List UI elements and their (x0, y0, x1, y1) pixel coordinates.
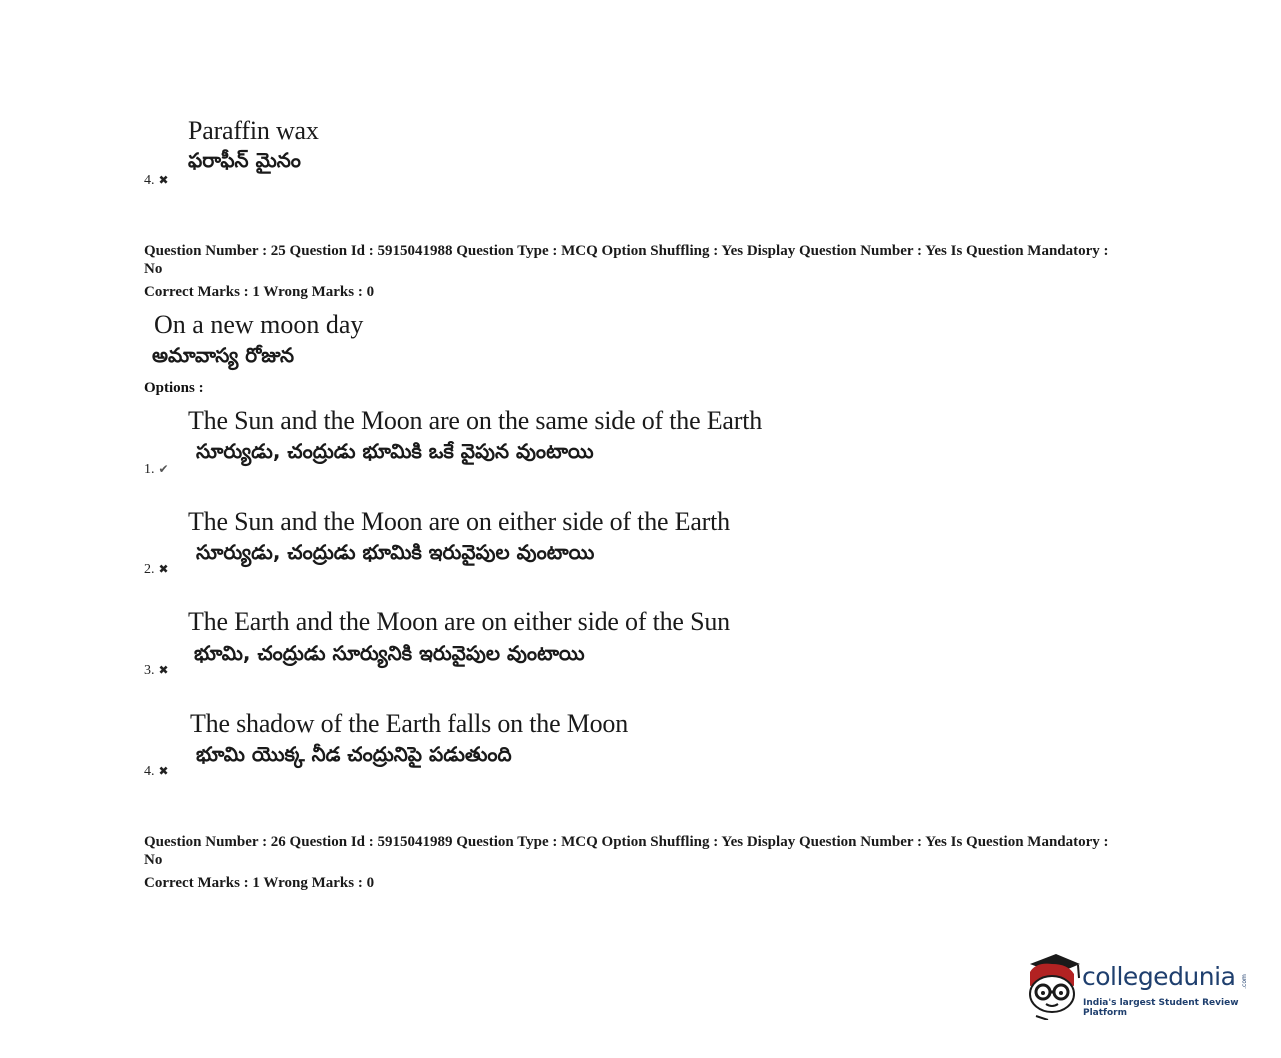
option-3-number: 3. ✖ (144, 663, 169, 678)
question-25-text-english: On a new moon day (154, 310, 364, 339)
options-label: Options : (144, 380, 204, 396)
option-2-telugu: సూర్యుడు, చంద్రుడు భూమికి ఇరువైపుల వుంటాయి (196, 540, 595, 564)
cross-icon: ✖ (158, 562, 169, 576)
option-1-english: The Sun and the Moon are on the same side of the Earth (188, 406, 763, 435)
cross-icon: ✖ (158, 663, 169, 677)
option-2-english: The Sun and the Moon are on either side of the Earth (188, 507, 730, 536)
option-4-telugu: భూమి యొక్క నీడ చంద్రునిపై పడుతుంది (196, 742, 512, 766)
option-3-english: The Earth and the Moon are on either side of the Sun (188, 607, 730, 636)
prev-option-4-number: 4. ✖ (144, 173, 169, 188)
question-25-meta: Question Number : 25 Question Id : 5915041988 Question Type : MCQ Option Shuffling : Yes Display Question Number : Yes Is Question Mandatory : No (144, 243, 1109, 277)
collegedunia-logo (1022, 950, 1262, 1020)
prev-option-4-english: Paraffin wax (188, 116, 319, 145)
option-4-number: 4. ✖ (144, 764, 169, 779)
question-26-marks: Correct Marks : 1 Wrong Marks : 0 (144, 875, 375, 891)
option-1-number: 1. ✔ (144, 462, 169, 477)
question-25-text-telugu: అమావాస్య రోజున (152, 343, 295, 367)
logo-name: collegedunia (1082, 962, 1236, 991)
option-2-number: 2. ✖ (144, 562, 169, 577)
cross-icon: ✖ (158, 764, 169, 778)
question-25-marks: Correct Marks : 1 Wrong Marks : 0 (144, 284, 375, 300)
option-3-telugu: భూమి, చంద్రుడు సూర్యునికి ఇరువైపుల వుంటాయి (194, 641, 585, 665)
prev-option-4-telugu: ఫరాఫీన్ మైనం (188, 148, 301, 172)
question-26-meta: Question Number : 26 Question Id : 5915041989 Question Type : MCQ Option Shuffling : Yes Display Question Number : Yes Is Question Mandatory : No (144, 834, 1109, 868)
check-icon: ✔ (158, 462, 169, 476)
logo-suffix: .com (1240, 974, 1248, 989)
logo-tagline: India's largest Student Review Platform (1083, 998, 1239, 1018)
option-1-telugu: సూర్యుడు, చంద్రుడు భూమికి ఒకే వైపున వుంటాయి (196, 439, 594, 463)
option-4-english: The shadow of the Earth falls on the Moon (190, 709, 629, 738)
cross-icon: ✖ (158, 173, 169, 187)
mascot-icon (1022, 950, 1084, 1020)
